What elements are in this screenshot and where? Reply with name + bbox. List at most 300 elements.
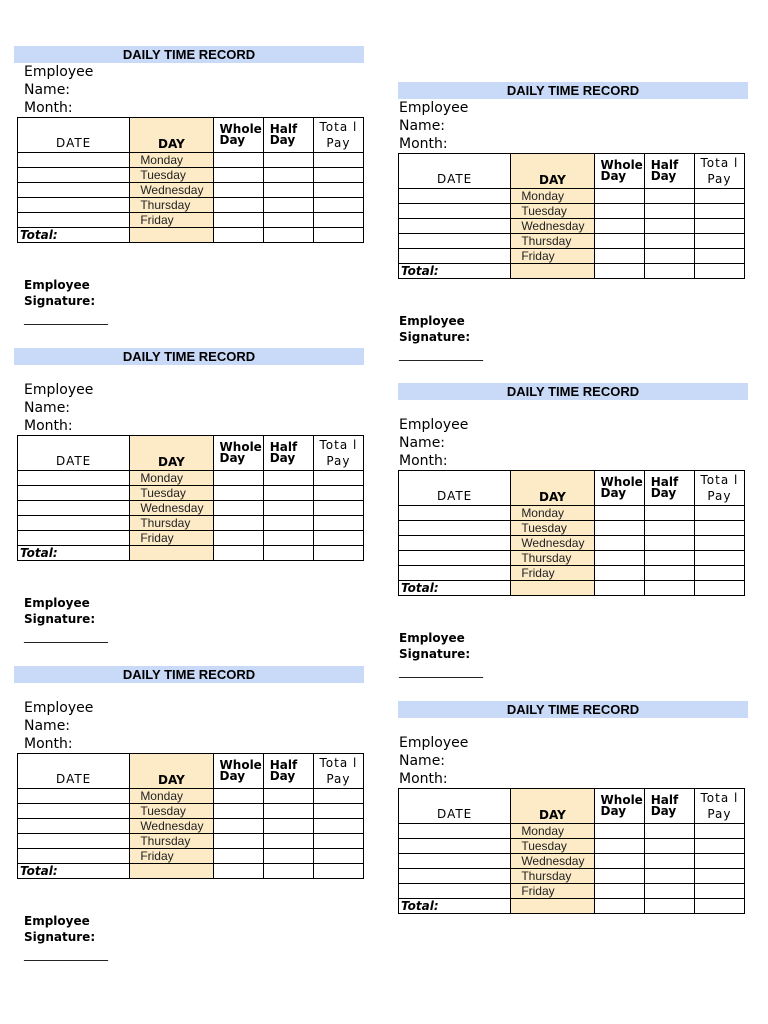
total-pay-cell[interactable] bbox=[313, 804, 363, 819]
signature-block bbox=[24, 277, 364, 309]
month-label: Month: bbox=[399, 136, 448, 152]
day-header: DAY bbox=[511, 471, 594, 506]
whole-day-total-cell[interactable] bbox=[594, 264, 644, 279]
date-cell[interactable] bbox=[18, 834, 130, 849]
month-label: Month: bbox=[24, 100, 73, 116]
date-cell[interactable] bbox=[399, 884, 511, 899]
date-cell[interactable] bbox=[18, 213, 130, 228]
date-cell[interactable] bbox=[399, 854, 511, 869]
day-cell: Tuesday bbox=[511, 204, 594, 219]
whole-day-total-cell[interactable] bbox=[213, 864, 263, 879]
time-record-card bbox=[398, 383, 748, 678]
time-record-card bbox=[14, 348, 364, 643]
half-day-cell[interactable] bbox=[263, 789, 313, 804]
day-cell: Tuesday bbox=[130, 804, 213, 819]
whole-day-cell[interactable] bbox=[594, 854, 644, 869]
table-row bbox=[399, 521, 745, 536]
half-day-header: Half Day bbox=[263, 754, 313, 789]
signature-label: Signature: bbox=[399, 330, 471, 344]
date-cell[interactable] bbox=[399, 249, 511, 264]
half-day-cell[interactable] bbox=[263, 804, 313, 819]
time-record-card bbox=[14, 46, 364, 325]
day-header: DAY bbox=[130, 118, 213, 153]
half-day-cell[interactable] bbox=[644, 536, 694, 551]
half-day-cell[interactable] bbox=[263, 153, 313, 168]
half-day-cell[interactable] bbox=[263, 849, 313, 864]
total-label: Total: bbox=[399, 264, 511, 279]
whole-day-cell[interactable] bbox=[213, 213, 263, 228]
half-day-total-cell[interactable] bbox=[263, 864, 313, 879]
date-cell[interactable] bbox=[18, 849, 130, 864]
half-day-cell[interactable] bbox=[644, 824, 694, 839]
total-pay-total-cell[interactable] bbox=[694, 581, 744, 596]
day-header: DAY bbox=[130, 436, 213, 471]
table-row bbox=[18, 819, 364, 834]
employee-info bbox=[24, 381, 364, 435]
time-record-card bbox=[14, 666, 364, 961]
table-row bbox=[399, 551, 745, 566]
whole-day-cell[interactable] bbox=[213, 804, 263, 819]
whole-day-cell[interactable] bbox=[594, 536, 644, 551]
date-cell[interactable] bbox=[18, 531, 130, 546]
whole-day-cell[interactable] bbox=[594, 521, 644, 536]
day-cell: Tuesday bbox=[130, 486, 213, 501]
signature-employee-label: Employee bbox=[24, 596, 90, 610]
total-pay-cell[interactable] bbox=[313, 153, 363, 168]
total-label: Total: bbox=[18, 228, 130, 243]
signature-block bbox=[24, 913, 364, 945]
signature-line[interactable]: ______________ bbox=[24, 947, 108, 961]
half-day-cell[interactable] bbox=[644, 219, 694, 234]
day-cell: Friday bbox=[511, 566, 594, 581]
signature-line[interactable]: ______________ bbox=[399, 664, 483, 678]
whole-day-header: Whole Day bbox=[213, 436, 263, 471]
total-pay-cell[interactable] bbox=[313, 501, 363, 516]
time-table bbox=[17, 435, 364, 561]
total-day-cell bbox=[511, 581, 594, 596]
total-pay-cell[interactable] bbox=[313, 834, 363, 849]
total-pay-cell[interactable] bbox=[313, 789, 363, 804]
month-label: Month: bbox=[24, 736, 73, 752]
half-day-total-cell[interactable] bbox=[644, 264, 694, 279]
day-cell: Tuesday bbox=[511, 839, 594, 854]
half-day-cell[interactable] bbox=[263, 819, 313, 834]
total-pay-cell[interactable] bbox=[313, 819, 363, 834]
whole-day-cell[interactable] bbox=[213, 486, 263, 501]
half-day-cell[interactable] bbox=[644, 566, 694, 581]
day-header: DAY bbox=[130, 754, 213, 789]
signature-employee-label: Employee bbox=[24, 914, 90, 928]
signature-label: Signature: bbox=[24, 930, 96, 944]
record-title: DAILY TIME RECORD bbox=[14, 348, 364, 365]
day-cell: Friday bbox=[511, 249, 594, 264]
day-cell: Tuesday bbox=[511, 521, 594, 536]
name-label: Name: bbox=[24, 400, 71, 416]
half-day-total-cell[interactable] bbox=[644, 581, 694, 596]
signature-employee-label: Employee bbox=[24, 278, 90, 292]
half-day-header: Half Day bbox=[263, 436, 313, 471]
employee-info bbox=[24, 63, 364, 117]
date-cell[interactable] bbox=[18, 183, 130, 198]
employee-label: Employee bbox=[24, 700, 94, 716]
table-row bbox=[399, 249, 745, 264]
total-pay-cell[interactable] bbox=[313, 213, 363, 228]
total-pay-header: Tota l Pay bbox=[313, 754, 363, 789]
day-cell: Tuesday bbox=[130, 168, 213, 183]
signature-block bbox=[399, 313, 748, 345]
table-row bbox=[399, 869, 745, 884]
total-label: Total: bbox=[18, 546, 130, 561]
whole-day-header: Whole Day bbox=[594, 154, 644, 189]
day-cell: Monday bbox=[130, 789, 213, 804]
total-pay-total-cell[interactable] bbox=[313, 546, 363, 561]
month-label: Month: bbox=[399, 453, 448, 469]
day-header: DAY bbox=[511, 789, 594, 824]
half-day-cell[interactable] bbox=[263, 183, 313, 198]
total-pay-cell[interactable] bbox=[694, 551, 744, 566]
total-pay-cell[interactable] bbox=[694, 189, 744, 204]
half-day-cell[interactable] bbox=[644, 249, 694, 264]
total-pay-cell[interactable] bbox=[694, 249, 744, 264]
total-label: Total: bbox=[399, 899, 511, 914]
total-pay-cell[interactable] bbox=[694, 824, 744, 839]
date-cell[interactable] bbox=[18, 804, 130, 819]
date-cell[interactable] bbox=[18, 198, 130, 213]
total-pay-cell[interactable] bbox=[694, 869, 744, 884]
date-header: DATE bbox=[399, 471, 511, 506]
date-cell[interactable] bbox=[399, 551, 511, 566]
day-cell: Monday bbox=[511, 189, 594, 204]
whole-day-header: Whole Day bbox=[594, 789, 644, 824]
day-cell: Monday bbox=[511, 506, 594, 521]
signature-label: Signature: bbox=[24, 294, 96, 308]
whole-day-cell[interactable] bbox=[594, 824, 644, 839]
total-pay-total-cell[interactable] bbox=[313, 228, 363, 243]
total-row bbox=[18, 546, 364, 561]
date-header: DATE bbox=[18, 754, 130, 789]
whole-day-header: Whole Day bbox=[213, 754, 263, 789]
total-pay-cell[interactable] bbox=[313, 198, 363, 213]
whole-day-cell[interactable] bbox=[594, 551, 644, 566]
table-row bbox=[399, 234, 745, 249]
whole-day-cell[interactable] bbox=[213, 501, 263, 516]
whole-day-cell[interactable] bbox=[594, 249, 644, 264]
table-row bbox=[18, 183, 364, 198]
total-label: Total: bbox=[18, 864, 130, 879]
time-record-card bbox=[398, 701, 748, 914]
time-table bbox=[17, 753, 364, 879]
day-cell: Wednesday bbox=[130, 819, 213, 834]
half-day-cell[interactable] bbox=[644, 189, 694, 204]
employee-label: Employee bbox=[399, 417, 469, 433]
total-pay-cell[interactable] bbox=[694, 521, 744, 536]
name-label: Name: bbox=[24, 82, 71, 98]
time-record-card bbox=[398, 82, 748, 361]
table-row bbox=[399, 204, 745, 219]
total-row bbox=[18, 864, 364, 879]
name-label: Name: bbox=[24, 718, 71, 734]
half-day-cell[interactable] bbox=[644, 869, 694, 884]
day-cell: Thursday bbox=[511, 551, 594, 566]
whole-day-cell[interactable] bbox=[594, 869, 644, 884]
day-cell: Wednesday bbox=[511, 854, 594, 869]
day-cell: Friday bbox=[130, 849, 213, 864]
time-table bbox=[17, 117, 364, 243]
table-row bbox=[18, 804, 364, 819]
signature-employee-label: Employee bbox=[399, 314, 465, 328]
total-row bbox=[399, 581, 745, 596]
day-cell: Friday bbox=[511, 884, 594, 899]
day-cell: Wednesday bbox=[511, 536, 594, 551]
signature-line[interactable]: ______________ bbox=[24, 311, 108, 325]
date-cell[interactable] bbox=[18, 168, 130, 183]
date-cell[interactable] bbox=[18, 501, 130, 516]
half-day-cell[interactable] bbox=[644, 551, 694, 566]
half-day-header: Half Day bbox=[644, 471, 694, 506]
whole-day-cell[interactable] bbox=[594, 506, 644, 521]
employee-info bbox=[24, 699, 364, 753]
half-day-cell[interactable] bbox=[644, 204, 694, 219]
total-pay-header: Tota l Pay bbox=[694, 154, 744, 189]
table-row bbox=[18, 471, 364, 486]
whole-day-cell[interactable] bbox=[213, 849, 263, 864]
date-cell[interactable] bbox=[399, 189, 511, 204]
time-table bbox=[398, 788, 745, 914]
table-row bbox=[18, 834, 364, 849]
total-day-cell bbox=[511, 899, 594, 914]
record-title: DAILY TIME RECORD bbox=[398, 701, 748, 718]
date-cell[interactable] bbox=[399, 536, 511, 551]
total-day-cell bbox=[511, 264, 594, 279]
half-day-cell[interactable] bbox=[263, 486, 313, 501]
employee-label: Employee bbox=[24, 64, 94, 80]
date-cell[interactable] bbox=[18, 471, 130, 486]
total-pay-cell[interactable] bbox=[694, 854, 744, 869]
month-label: Month: bbox=[399, 771, 448, 787]
date-cell[interactable] bbox=[399, 839, 511, 854]
name-label: Name: bbox=[399, 753, 446, 769]
table-row bbox=[18, 531, 364, 546]
total-pay-header: Tota l Pay bbox=[313, 436, 363, 471]
whole-day-cell[interactable] bbox=[594, 234, 644, 249]
date-cell[interactable] bbox=[399, 234, 511, 249]
whole-day-cell[interactable] bbox=[213, 471, 263, 486]
half-day-cell[interactable] bbox=[263, 501, 313, 516]
date-header: DATE bbox=[399, 154, 511, 189]
total-pay-header: Tota l Pay bbox=[313, 118, 363, 153]
name-label: Name: bbox=[399, 118, 446, 134]
total-day-cell bbox=[130, 864, 213, 879]
whole-day-cell[interactable] bbox=[213, 531, 263, 546]
total-pay-total-cell[interactable] bbox=[694, 264, 744, 279]
day-cell: Friday bbox=[130, 531, 213, 546]
half-day-cell[interactable] bbox=[263, 168, 313, 183]
day-cell: Wednesday bbox=[511, 219, 594, 234]
date-header: DATE bbox=[399, 789, 511, 824]
day-cell: Thursday bbox=[130, 834, 213, 849]
half-day-cell[interactable] bbox=[263, 471, 313, 486]
table-row bbox=[399, 506, 745, 521]
date-header: DATE bbox=[18, 118, 130, 153]
half-day-total-cell[interactable] bbox=[263, 546, 313, 561]
whole-day-cell[interactable] bbox=[594, 219, 644, 234]
whole-day-cell[interactable] bbox=[213, 183, 263, 198]
whole-day-total-cell[interactable] bbox=[594, 581, 644, 596]
record-title: DAILY TIME RECORD bbox=[14, 666, 364, 683]
half-day-header: Half Day bbox=[263, 118, 313, 153]
total-pay-header: Tota l Pay bbox=[694, 789, 744, 824]
total-pay-cell[interactable] bbox=[694, 839, 744, 854]
half-day-total-cell[interactable] bbox=[644, 899, 694, 914]
half-day-cell[interactable] bbox=[263, 834, 313, 849]
day-header: DAY bbox=[511, 154, 594, 189]
day-cell: Monday bbox=[511, 824, 594, 839]
total-pay-cell[interactable] bbox=[694, 566, 744, 581]
employee-label: Employee bbox=[24, 382, 94, 398]
date-cell[interactable] bbox=[399, 204, 511, 219]
total-pay-cell[interactable] bbox=[313, 849, 363, 864]
table-row bbox=[399, 839, 745, 854]
date-cell[interactable] bbox=[18, 819, 130, 834]
employee-label: Employee bbox=[399, 735, 469, 751]
table-row bbox=[399, 884, 745, 899]
table-row bbox=[399, 189, 745, 204]
whole-day-cell[interactable] bbox=[594, 566, 644, 581]
employee-info bbox=[399, 99, 748, 153]
total-day-cell bbox=[130, 546, 213, 561]
whole-day-total-cell[interactable] bbox=[594, 899, 644, 914]
signature-employee-label: Employee bbox=[399, 631, 465, 645]
whole-day-header: Whole Day bbox=[213, 118, 263, 153]
time-table bbox=[398, 470, 745, 596]
total-row bbox=[18, 228, 364, 243]
half-day-cell[interactable] bbox=[644, 884, 694, 899]
day-cell: Thursday bbox=[511, 234, 594, 249]
table-row bbox=[18, 486, 364, 501]
total-pay-cell[interactable] bbox=[694, 506, 744, 521]
total-pay-cell[interactable] bbox=[313, 531, 363, 546]
total-day-cell bbox=[130, 228, 213, 243]
whole-day-total-cell[interactable] bbox=[213, 228, 263, 243]
signature-label: Signature: bbox=[24, 612, 96, 626]
date-cell[interactable] bbox=[18, 486, 130, 501]
table-row bbox=[399, 854, 745, 869]
whole-day-cell[interactable] bbox=[594, 204, 644, 219]
date-cell[interactable] bbox=[399, 566, 511, 581]
day-cell: Wednesday bbox=[130, 183, 213, 198]
table-row bbox=[18, 501, 364, 516]
date-cell[interactable] bbox=[18, 789, 130, 804]
date-header: DATE bbox=[18, 436, 130, 471]
half-day-header: Half Day bbox=[644, 789, 694, 824]
half-day-cell[interactable] bbox=[263, 531, 313, 546]
record-title: DAILY TIME RECORD bbox=[398, 82, 748, 99]
day-cell: Thursday bbox=[511, 869, 594, 884]
day-cell: Wednesday bbox=[130, 501, 213, 516]
whole-day-cell[interactable] bbox=[213, 789, 263, 804]
half-day-cell[interactable] bbox=[644, 234, 694, 249]
half-day-cell[interactable] bbox=[644, 854, 694, 869]
total-pay-cell[interactable] bbox=[313, 486, 363, 501]
whole-day-cell[interactable] bbox=[594, 189, 644, 204]
whole-day-cell[interactable] bbox=[594, 839, 644, 854]
half-day-cell[interactable] bbox=[644, 521, 694, 536]
total-row bbox=[399, 264, 745, 279]
table-row bbox=[399, 566, 745, 581]
date-cell[interactable] bbox=[18, 153, 130, 168]
signature-block bbox=[399, 630, 748, 662]
whole-day-cell[interactable] bbox=[213, 198, 263, 213]
date-cell[interactable] bbox=[18, 516, 130, 531]
half-day-cell[interactable] bbox=[263, 516, 313, 531]
employee-info bbox=[399, 416, 748, 470]
whole-day-cell[interactable] bbox=[594, 884, 644, 899]
table-row bbox=[18, 168, 364, 183]
employee-label: Employee bbox=[399, 100, 469, 116]
date-cell[interactable] bbox=[399, 824, 511, 839]
date-cell[interactable] bbox=[399, 521, 511, 536]
table-row bbox=[399, 536, 745, 551]
total-pay-cell[interactable] bbox=[694, 884, 744, 899]
date-cell[interactable] bbox=[399, 869, 511, 884]
whole-day-cell[interactable] bbox=[213, 516, 263, 531]
employee-info bbox=[399, 734, 748, 788]
month-label: Month: bbox=[24, 418, 73, 434]
total-pay-total-cell[interactable] bbox=[313, 864, 363, 879]
whole-day-cell[interactable] bbox=[213, 153, 263, 168]
name-label: Name: bbox=[399, 435, 446, 451]
half-day-cell[interactable] bbox=[644, 506, 694, 521]
date-cell[interactable] bbox=[399, 506, 511, 521]
half-day-cell[interactable] bbox=[263, 213, 313, 228]
day-cell: Thursday bbox=[130, 516, 213, 531]
whole-day-header: Whole Day bbox=[594, 471, 644, 506]
signature-label: Signature: bbox=[399, 647, 471, 661]
whole-day-cell[interactable] bbox=[213, 819, 263, 834]
whole-day-cell[interactable] bbox=[213, 168, 263, 183]
day-cell: Friday bbox=[130, 213, 213, 228]
total-label: Total: bbox=[399, 581, 511, 596]
time-table bbox=[398, 153, 745, 279]
date-cell[interactable] bbox=[399, 219, 511, 234]
total-pay-cell[interactable] bbox=[313, 168, 363, 183]
day-cell: Monday bbox=[130, 471, 213, 486]
total-pay-cell[interactable] bbox=[694, 204, 744, 219]
total-pay-cell[interactable] bbox=[313, 471, 363, 486]
total-pay-cell[interactable] bbox=[313, 183, 363, 198]
half-day-header: Half Day bbox=[644, 154, 694, 189]
total-pay-total-cell[interactable] bbox=[694, 899, 744, 914]
table-row bbox=[18, 789, 364, 804]
whole-day-cell[interactable] bbox=[213, 834, 263, 849]
total-pay-cell[interactable] bbox=[313, 516, 363, 531]
half-day-total-cell[interactable] bbox=[263, 228, 313, 243]
table-row bbox=[399, 219, 745, 234]
table-row bbox=[18, 198, 364, 213]
signature-block bbox=[24, 595, 364, 627]
signature-line[interactable]: ______________ bbox=[24, 629, 108, 643]
total-pay-cell[interactable] bbox=[694, 234, 744, 249]
whole-day-total-cell[interactable] bbox=[213, 546, 263, 561]
table-row bbox=[18, 849, 364, 864]
total-pay-cell[interactable] bbox=[694, 219, 744, 234]
total-pay-cell[interactable] bbox=[694, 536, 744, 551]
half-day-cell[interactable] bbox=[644, 839, 694, 854]
half-day-cell[interactable] bbox=[263, 198, 313, 213]
table-row bbox=[18, 153, 364, 168]
signature-line[interactable]: ______________ bbox=[399, 347, 483, 361]
total-pay-header: Tota l Pay bbox=[694, 471, 744, 506]
